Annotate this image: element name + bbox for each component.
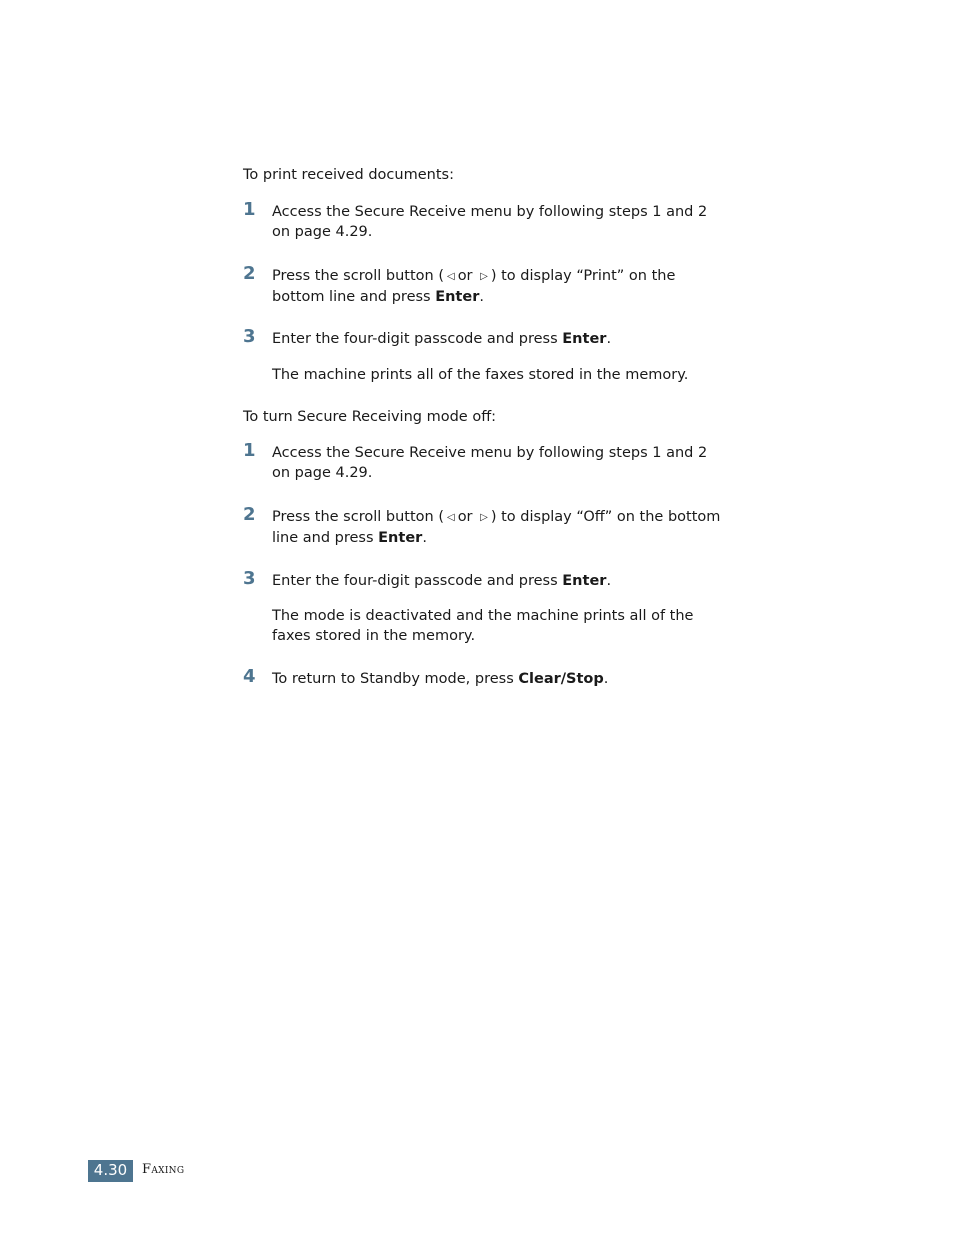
- clear-stop-key-label: Clear/Stop: [518, 671, 604, 687]
- step-text: Access the Secure Receive menu by following steps 1 and 2 on page 4.29.: [272, 445, 708, 481]
- right-arrow-icon: ▷: [480, 271, 488, 282]
- section-print-intro: To print received documents:: [243, 167, 454, 183]
- step-text: Press the scroll button ( ◁ or ▷ ) to display “Print” on the bottom line and press Enter.: [272, 268, 676, 305]
- step-text: To return to Standby mode, press Clear/Stop.: [272, 671, 609, 687]
- step-text: Press the scroll button ( ◁ or ▷ ) to display “Off” on the bottom line and press Enter.: [272, 509, 721, 546]
- section-off-intro: To turn Secure Receiving mode off:: [243, 409, 497, 425]
- left-arrow-icon: ◁: [446, 512, 455, 523]
- step-text: Enter the four-digit passcode and press Enter.: [272, 573, 612, 589]
- step-number: 1: [243, 440, 256, 461]
- left-arrow-icon: ◁: [446, 271, 455, 282]
- enter-key-label: Enter: [562, 331, 607, 347]
- page-number-badge: 4.30: [88, 1160, 133, 1182]
- section-label: Faxing: [142, 1162, 185, 1177]
- step-number: 2: [243, 504, 256, 525]
- right-arrow-icon: ▷: [480, 512, 488, 523]
- step-text: Enter the four-digit passcode and press Enter.: [272, 331, 612, 347]
- step-number: 3: [243, 568, 256, 589]
- enter-key-label: Enter: [378, 530, 423, 546]
- print-step-3-note: The machine prints all of the faxes stored in the memory.: [272, 367, 689, 383]
- enter-key-label: Enter: [435, 289, 480, 305]
- off-step-3-note: The mode is deactivated and the machine prints all of the faxes stored in the memory.: [272, 608, 694, 644]
- step-number: 1: [243, 199, 256, 220]
- step-text: Access the Secure Receive menu by following steps 1 and 2 on page 4.29.: [272, 204, 708, 240]
- step-number: 3: [243, 326, 256, 347]
- enter-key-label: Enter: [562, 573, 607, 589]
- step-number: 2: [243, 263, 256, 284]
- step-number: 4: [243, 666, 256, 687]
